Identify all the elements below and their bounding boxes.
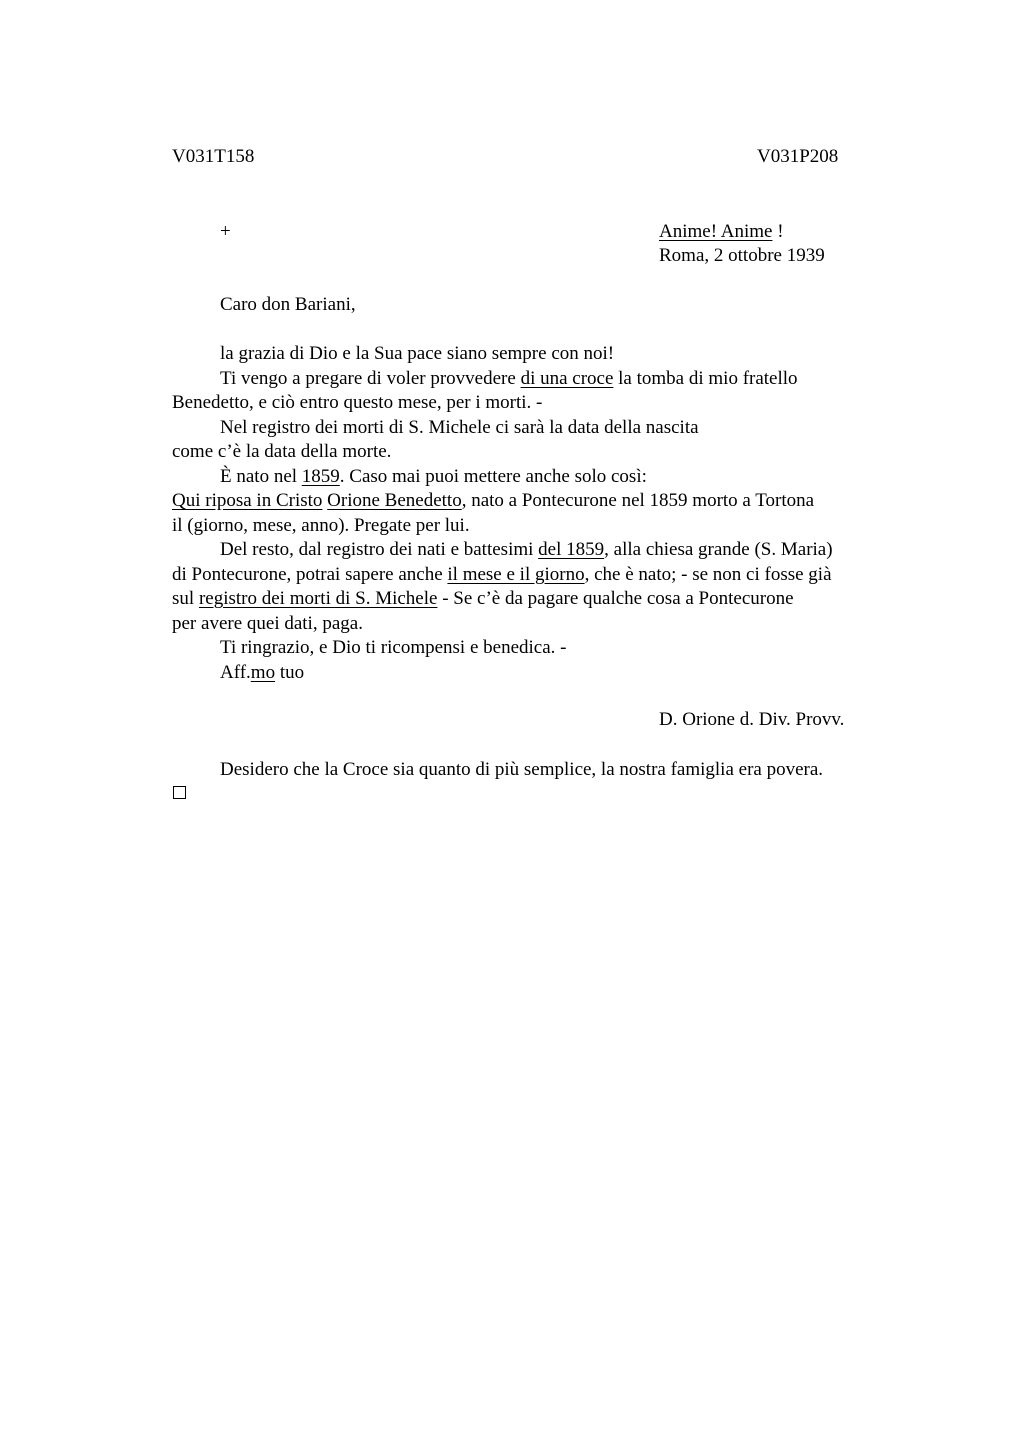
text-run: Del resto, dal registro dei nati e battesimi — [220, 539, 539, 560]
underlined-run: 1859 — [301, 466, 340, 487]
underlined-run: del 1859 — [538, 539, 605, 560]
text-run: , nato a Pontecurone nel 1859 morto a Tortona — [461, 490, 815, 511]
body-line-2 — [220, 367, 798, 391]
body-line-7 — [172, 489, 814, 513]
text-run: È nato nel — [220, 466, 302, 487]
motto-underlined: Anime! Anime — [659, 221, 773, 242]
postscript: Desidero che la Croce sia quanto di più semplice, la nostra famiglia era povera. — [220, 759, 824, 780]
body-line-11 — [172, 587, 794, 611]
text-run: , che è nato; - se non ci fosse già — [584, 564, 832, 585]
signature: D. Orione d. Div. Provv. — [659, 709, 845, 730]
cross-mark: + — [220, 221, 231, 242]
body-line-4: Nel registro dei morti di S. Michele ci sarà la data della nascita — [220, 417, 699, 438]
text-run: tuo — [275, 662, 305, 683]
text-run: di Pontecurone, potrai sapere anche — [172, 564, 448, 585]
text-run: . Caso mai puoi mettere anche solo così: — [339, 466, 647, 487]
body-line-13: Ti ringrazio, e Dio ti ricompensi e benedica. - — [220, 637, 567, 658]
checkbox-square-icon — [173, 786, 186, 799]
body-line-5: come c’è la data della morte. — [172, 441, 392, 462]
closing — [220, 661, 304, 685]
text-run: Ti vengo a pregare di voler provvedere — [220, 368, 521, 389]
underlined-run: di una croce — [520, 368, 614, 389]
salutation: Caro don Bariani, — [220, 294, 356, 315]
body-line-8: il (giorno, mese, anno). Pregate per lui. — [172, 515, 470, 536]
header-left-code: V031T158 — [172, 146, 255, 167]
motto-tail: ! — [772, 221, 784, 242]
body-line-6 — [220, 465, 647, 489]
underlined-run: registro dei morti di S. Michele — [198, 588, 438, 609]
text-run: la tomba di mio fratello — [613, 368, 798, 389]
text-run: sul — [172, 588, 199, 609]
place-date: Roma, 2 ottobre 1939 — [659, 245, 825, 266]
underlined-run: Orione Benedetto — [327, 490, 462, 511]
underlined-run: il mese e il giorno — [447, 564, 585, 585]
motto — [659, 221, 784, 243]
body-line-9 — [220, 538, 833, 562]
body-line-12: per avere quei dati, paga. — [172, 613, 363, 634]
header-right-code: V031P208 — [757, 146, 839, 167]
text-run: - Se c’è da pagare qualche cosa a Pontecurone — [437, 588, 794, 609]
underlined-run: Qui riposa in Cristo — [172, 490, 323, 511]
body-line-10 — [172, 563, 832, 587]
body-line-3: Benedetto, e ciò entro questo mese, per i morti. - — [172, 392, 543, 413]
text-run: Aff. — [220, 662, 251, 683]
text-run: , alla chiesa grande (S. Maria) — [604, 539, 833, 560]
underlined-run: mo — [250, 662, 276, 683]
body-line-1: la grazia di Dio e la Sua pace siano sempre con noi! — [220, 343, 615, 364]
